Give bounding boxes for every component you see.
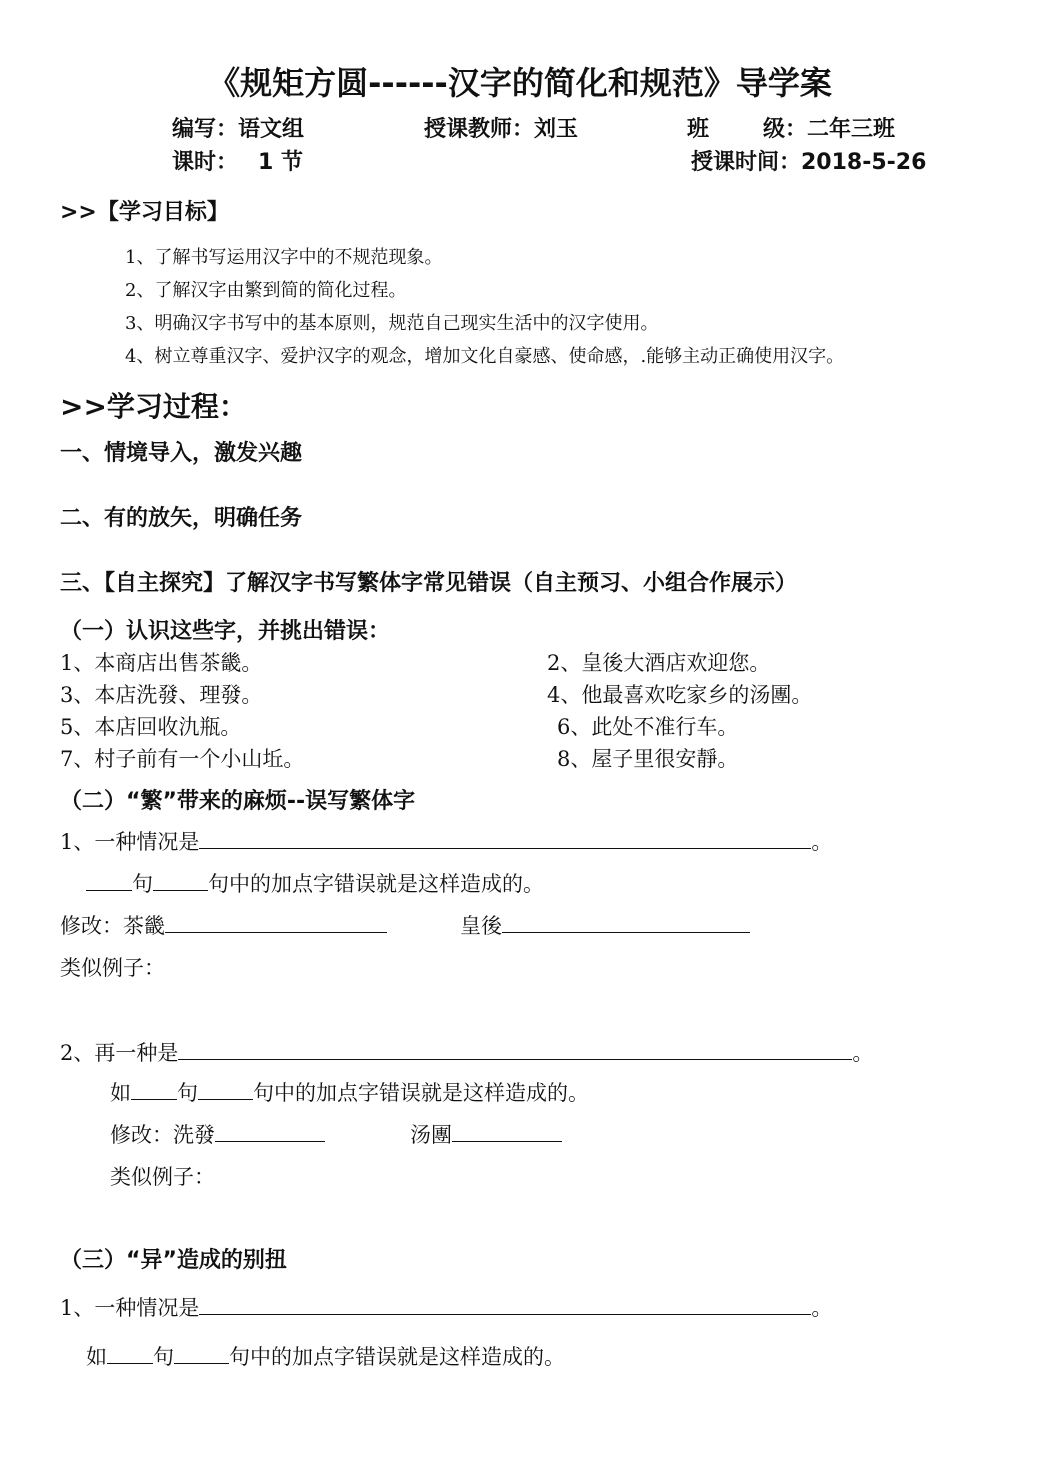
section-3-heading: 三、【自主探究】了解汉字书写繁体字常见错误（自主预习、小组合作展示） xyxy=(60,571,798,596)
part2-q2-line xyxy=(60,1037,873,1067)
exercise-item: 1、本商店出售茶畿。 xyxy=(60,651,263,675)
part3-q1-line xyxy=(60,1292,832,1322)
fix-label: 修改：茶畿 xyxy=(60,914,165,938)
objective-item: 3、明确汉字书写中的基本原则，规范自己现实生活中的汉字使用。 xyxy=(125,313,659,334)
fix-blank[interactable] xyxy=(452,1140,562,1142)
part1-heading: （一）认识这些字，并挑出错误： xyxy=(60,619,391,644)
section-2-heading: 二、有的放矢，明确任务 xyxy=(60,506,303,531)
part2-q1-prefix: 1、一种情况是 xyxy=(60,830,200,854)
period: 。 xyxy=(852,1041,874,1065)
author-label: 编写：语文组 xyxy=(172,117,305,142)
part2-fix2-line-2 xyxy=(410,1119,562,1149)
date-label: 授课时间：2018-5-26 xyxy=(691,150,927,175)
answer-blank[interactable] xyxy=(199,847,811,849)
similar-examples-label: 类似例子： xyxy=(60,956,165,980)
sentence-text: 句中的加点字错误就是这样造成的。 xyxy=(208,872,544,896)
sentence-blank[interactable] xyxy=(86,889,132,891)
sentence-label: 句 xyxy=(132,872,153,896)
objective-item: 2、了解汉字由繁到简的简化过程。 xyxy=(125,280,407,301)
objective-item: 1、了解书写运用汉字中的不规范现象。 xyxy=(125,247,443,268)
part3-sentence xyxy=(86,1341,565,1371)
sentence-label: 句 xyxy=(153,1345,174,1369)
part2-fix-line xyxy=(60,910,387,940)
sentence-label: 句 xyxy=(177,1081,198,1105)
sentence-blank[interactable] xyxy=(107,1362,153,1364)
objectives-heading: >>【学习目标】 xyxy=(60,200,229,225)
teacher-label: 授课教师：刘玉 xyxy=(424,117,579,142)
part3-heading: （三）“异”造成的别扭 xyxy=(60,1248,287,1273)
class-label: 班 xyxy=(687,117,710,142)
part2-q2-sentence xyxy=(110,1077,589,1107)
sentence-blank[interactable] xyxy=(131,1098,177,1100)
sentence-blank[interactable] xyxy=(153,889,208,891)
fix-label: 修改：洗發 xyxy=(110,1123,215,1147)
part2-q1-sentence xyxy=(86,868,544,898)
period: 。 xyxy=(811,1296,833,1320)
exercise-item: 2、皇後大酒店欢迎您。 xyxy=(547,651,771,675)
exercise-item: 3、本店洗發、理發。 xyxy=(60,683,263,707)
part3-q1-prefix: 1、一种情况是 xyxy=(60,1296,200,1320)
sentence-text: 句中的加点字错误就是这样造成的。 xyxy=(229,1345,565,1369)
exercise-item: 7、村子前有一个小山坵。 xyxy=(60,747,305,771)
process-heading: >>学习过程： xyxy=(60,390,247,423)
sentence-text: 句中的加点字错误就是这样造成的。 xyxy=(253,1081,589,1105)
exercise-item: 4、他最喜欢吃家乡的汤團。 xyxy=(547,683,813,707)
part2-q2-prefix: 2、再一种是 xyxy=(60,1041,179,1065)
hours-value: 1 节 xyxy=(258,150,303,175)
part2-fix2-line xyxy=(110,1119,325,1149)
period: 。 xyxy=(811,830,833,854)
fix-label: 皇後 xyxy=(460,914,502,938)
class-value: 级：二年三班 xyxy=(763,117,896,142)
answer-blank[interactable] xyxy=(199,1313,811,1315)
page-title: 《规矩方圆------汉字的简化和规范》导学案 xyxy=(208,64,832,102)
part2-heading: （二）“繁”带来的麻烦--误写繁体字 xyxy=(60,789,416,814)
answer-blank[interactable] xyxy=(178,1058,852,1060)
exercise-item: 8、屋子里很安靜。 xyxy=(557,747,739,771)
fix-label: 汤團 xyxy=(410,1123,452,1147)
part2-fix-line-2 xyxy=(460,910,750,940)
hours-label: 课时： xyxy=(172,150,239,175)
sentence-prefix: 如 xyxy=(110,1081,131,1105)
part2-q1-line xyxy=(60,826,832,856)
sentence-blank[interactable] xyxy=(198,1098,253,1100)
exercise-item: 6、此处不准行车。 xyxy=(557,715,739,739)
fix-blank[interactable] xyxy=(502,931,750,933)
fix-blank[interactable] xyxy=(215,1140,325,1142)
section-1-heading: 一、情境导入，激发兴趣 xyxy=(60,441,303,466)
objective-item: 4、树立尊重汉字、爱护汉字的观念，增加文化自豪感、使命感，.能够主动正确使用汉字。 xyxy=(125,346,845,367)
similar-examples-label: 类似例子： xyxy=(110,1165,215,1189)
sentence-blank[interactable] xyxy=(174,1362,229,1364)
exercise-item: 5、本店回收氿瓶。 xyxy=(60,715,242,739)
fix-blank[interactable] xyxy=(165,931,387,933)
sentence-prefix: 如 xyxy=(86,1345,107,1369)
